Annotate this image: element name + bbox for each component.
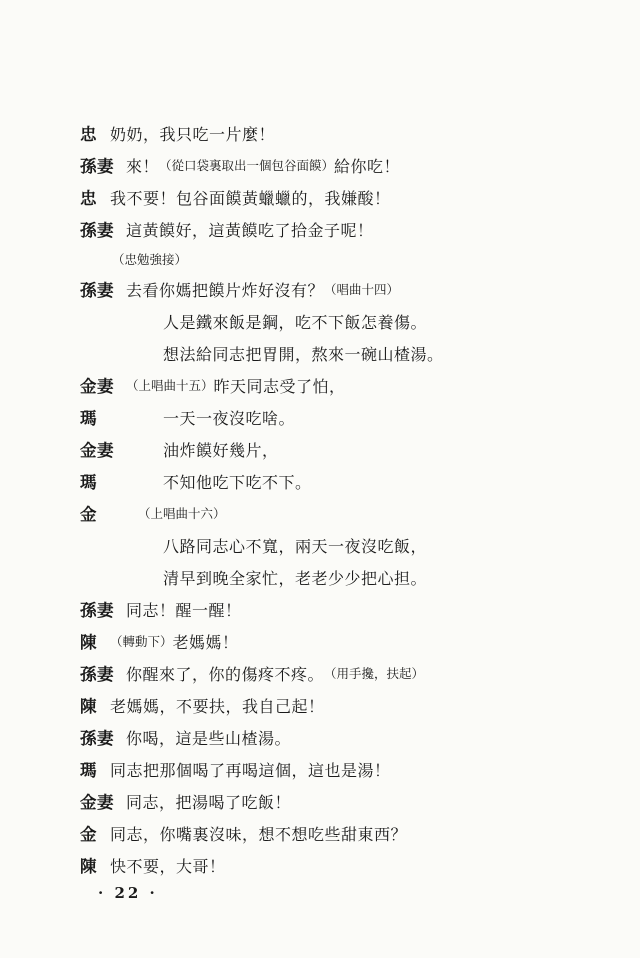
speaker: 孫妻 — [80, 729, 114, 748]
page-number: · 22 · — [98, 884, 158, 902]
speaker: 陳 — [80, 633, 97, 652]
dialogue-text: 給你吃！ — [334, 156, 401, 176]
dialogue-line — [80, 754, 391, 784]
speaker: 孫妻 — [80, 601, 114, 620]
dialogue-text: 同志！醒一醒！ — [126, 600, 242, 620]
dialogue-line — [80, 402, 295, 432]
dialogue-text: 快不要，大哥！ — [110, 856, 226, 876]
speaker: 孫妻 — [80, 665, 114, 684]
speaker: 金 — [80, 825, 97, 844]
verse-line: 清早到晚全家忙，老老少少把心担。 — [163, 568, 428, 588]
dialogue-line — [80, 434, 279, 464]
stage-direction: （忠勉強接） — [112, 252, 188, 267]
speaker: 孫妻 — [80, 221, 114, 240]
dialogue-line — [80, 118, 275, 148]
speaker: 金 — [80, 505, 97, 524]
dialogue-text: 奶奶，我只吃一片麼！ — [110, 124, 276, 144]
stage-direction: （從口袋裏取出一個包谷面饃） — [159, 158, 335, 173]
dialogue-text: 同志，你嘴裏沒味，想不想吃些甜東西？ — [110, 824, 408, 844]
dialogue-line — [80, 370, 346, 400]
dialogue-line — [80, 594, 242, 624]
dialogue-text: 老媽媽！ — [172, 632, 239, 652]
speaker: 孫妻 — [80, 281, 114, 300]
verse-text: 不知他吃下吃不下。 — [163, 472, 312, 492]
speaker: 瑪 — [80, 473, 97, 492]
stage-direction: （唱曲十四） — [324, 282, 400, 297]
dialogue-line — [80, 626, 239, 656]
dialogue-line — [80, 722, 291, 752]
dialogue-line — [80, 786, 291, 816]
stage-direction: （用手攙，扶起） — [324, 666, 425, 681]
stage-direction: （上唱曲十五） — [126, 378, 214, 393]
dialogue-line — [80, 850, 226, 880]
speaker: 忠 — [80, 189, 97, 208]
speaker: 金妻 — [80, 441, 114, 460]
dialogue-text: 來！ — [126, 156, 160, 176]
dialogue-line — [80, 818, 407, 848]
dialogue-text: 你醒來了，你的傷疼不疼。 — [126, 664, 325, 684]
dialogue-line — [80, 658, 424, 688]
verse-line: 八路同志心不寬，兩天一夜沒吃飯， — [163, 536, 428, 556]
speaker: 金妻 — [80, 377, 114, 396]
dialogue-line — [80, 274, 399, 304]
stage-direction: （轉動下） — [110, 634, 173, 649]
dialogue-line — [80, 498, 226, 528]
speaker: 陳 — [80, 697, 97, 716]
dialogue-text: 昨天同志受了怕， — [213, 376, 346, 396]
verse-text: 一天一夜沒吃啥。 — [163, 408, 296, 428]
dialogue-text: 同志把那個喝了再喝這個，這也是湯！ — [110, 760, 391, 780]
dialogue-line — [80, 690, 325, 720]
speaker: 瑪 — [80, 409, 97, 428]
speaker: 孫妻 — [80, 157, 114, 176]
dialogue-line — [80, 182, 391, 212]
verse-line: 想法給同志把胃開，熬來一碗山楂湯。 — [163, 344, 444, 364]
dialogue-line — [80, 150, 400, 180]
dialogue-text: 這黃饃好，這黃饃吃了拾金子呢！ — [126, 220, 374, 240]
dialogue-line — [80, 214, 374, 244]
dialogue-text: 老媽媽，不要扶，我自己起！ — [110, 696, 325, 716]
verse-text: 油炸饃好幾片， — [163, 440, 279, 460]
dialogue-text: 你喝，這是些山楂湯。 — [126, 728, 292, 748]
speaker: 陳 — [80, 857, 97, 876]
verse-line: 人是鐵來飯是鋼，吃不下飯怎養傷。 — [163, 312, 428, 332]
dialogue-text: 我不要！包谷面饃黃蠟蠟的，我嫌酸！ — [110, 188, 391, 208]
dialogue-text: 同志，把湯喝了吃飯！ — [126, 792, 292, 812]
dialogue-line — [80, 466, 312, 496]
speaker: 忠 — [80, 125, 97, 144]
speaker: 金妻 — [80, 793, 114, 812]
speaker: 瑪 — [80, 761, 97, 780]
dialogue-text: 去看你媽把饃片炸好沒有？ — [126, 280, 325, 300]
stage-direction: （上唱曲十六） — [138, 506, 226, 521]
